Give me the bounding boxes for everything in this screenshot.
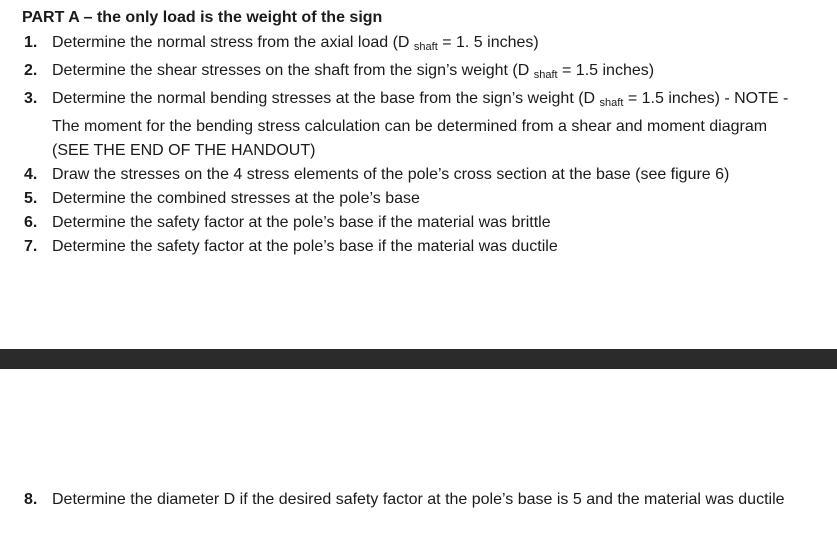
question-text bbox=[52, 87, 797, 163]
question-number: 1. bbox=[24, 34, 38, 51]
subscript-text: shaft bbox=[533, 69, 558, 81]
question-item bbox=[0, 187, 837, 211]
question-item bbox=[0, 235, 837, 259]
question-text bbox=[52, 187, 797, 211]
section-divider-bar bbox=[0, 349, 837, 369]
question-text bbox=[52, 59, 797, 87]
question-item bbox=[0, 488, 837, 512]
question-list-part-a bbox=[0, 31, 837, 259]
question-item bbox=[0, 87, 837, 163]
question-text bbox=[52, 31, 797, 59]
question-item bbox=[0, 59, 837, 87]
question-list-continued bbox=[0, 488, 837, 512]
text-segment: Determine the combined stresses at the pole’s base bbox=[52, 190, 420, 207]
text-segment: = 1.5 inches) bbox=[557, 62, 655, 79]
question-number: 4. bbox=[24, 166, 38, 183]
text-segment: Determine the normal stress from the axial load (D bbox=[52, 34, 414, 51]
text-segment: Determine the safety factor at the pole’s base if the material was ductile bbox=[52, 238, 558, 255]
subscript-text: shaft bbox=[599, 97, 624, 109]
text-segment: = 1. 5 inches) bbox=[437, 34, 539, 51]
question-text bbox=[52, 488, 797, 512]
text-segment: Determine the safety factor at the pole’s base if the material was brittle bbox=[52, 214, 551, 231]
text-segment: Determine the shear stresses on the shaft from the sign’s weight (D bbox=[52, 62, 534, 79]
question-item bbox=[0, 163, 837, 187]
question-number: 7. bbox=[24, 238, 38, 255]
question-text bbox=[52, 163, 797, 187]
text-segment: Determine the diameter D if the desired safety factor at the pole’s base is 5 and the material was ductile bbox=[52, 491, 785, 508]
subscript-text: shaft bbox=[413, 41, 438, 53]
question-number: 5. bbox=[24, 190, 38, 207]
part-a-title: PART A – the only load is the weight of the sign bbox=[22, 9, 383, 26]
text-segment: Determine the normal bending stresses at the base from the sign’s weight (D bbox=[52, 90, 600, 107]
question-number: 2. bbox=[24, 62, 38, 79]
text-segment: = 1.5 inches) - NOTE - The moment for the bending stress calculation can be determined from a shear and moment diagram (SEE THE END OF THE HANDOUT) bbox=[52, 90, 789, 159]
question-item bbox=[0, 31, 837, 59]
question-item bbox=[0, 211, 837, 235]
question-text bbox=[52, 235, 797, 259]
question-number: 8. bbox=[24, 491, 38, 508]
text-segment: Draw the stresses on the 4 stress elements of the pole’s cross section at the base (see figure 6) bbox=[52, 166, 730, 183]
question-text bbox=[52, 211, 797, 235]
question-number: 3. bbox=[24, 90, 38, 107]
question-number: 6. bbox=[24, 214, 38, 231]
